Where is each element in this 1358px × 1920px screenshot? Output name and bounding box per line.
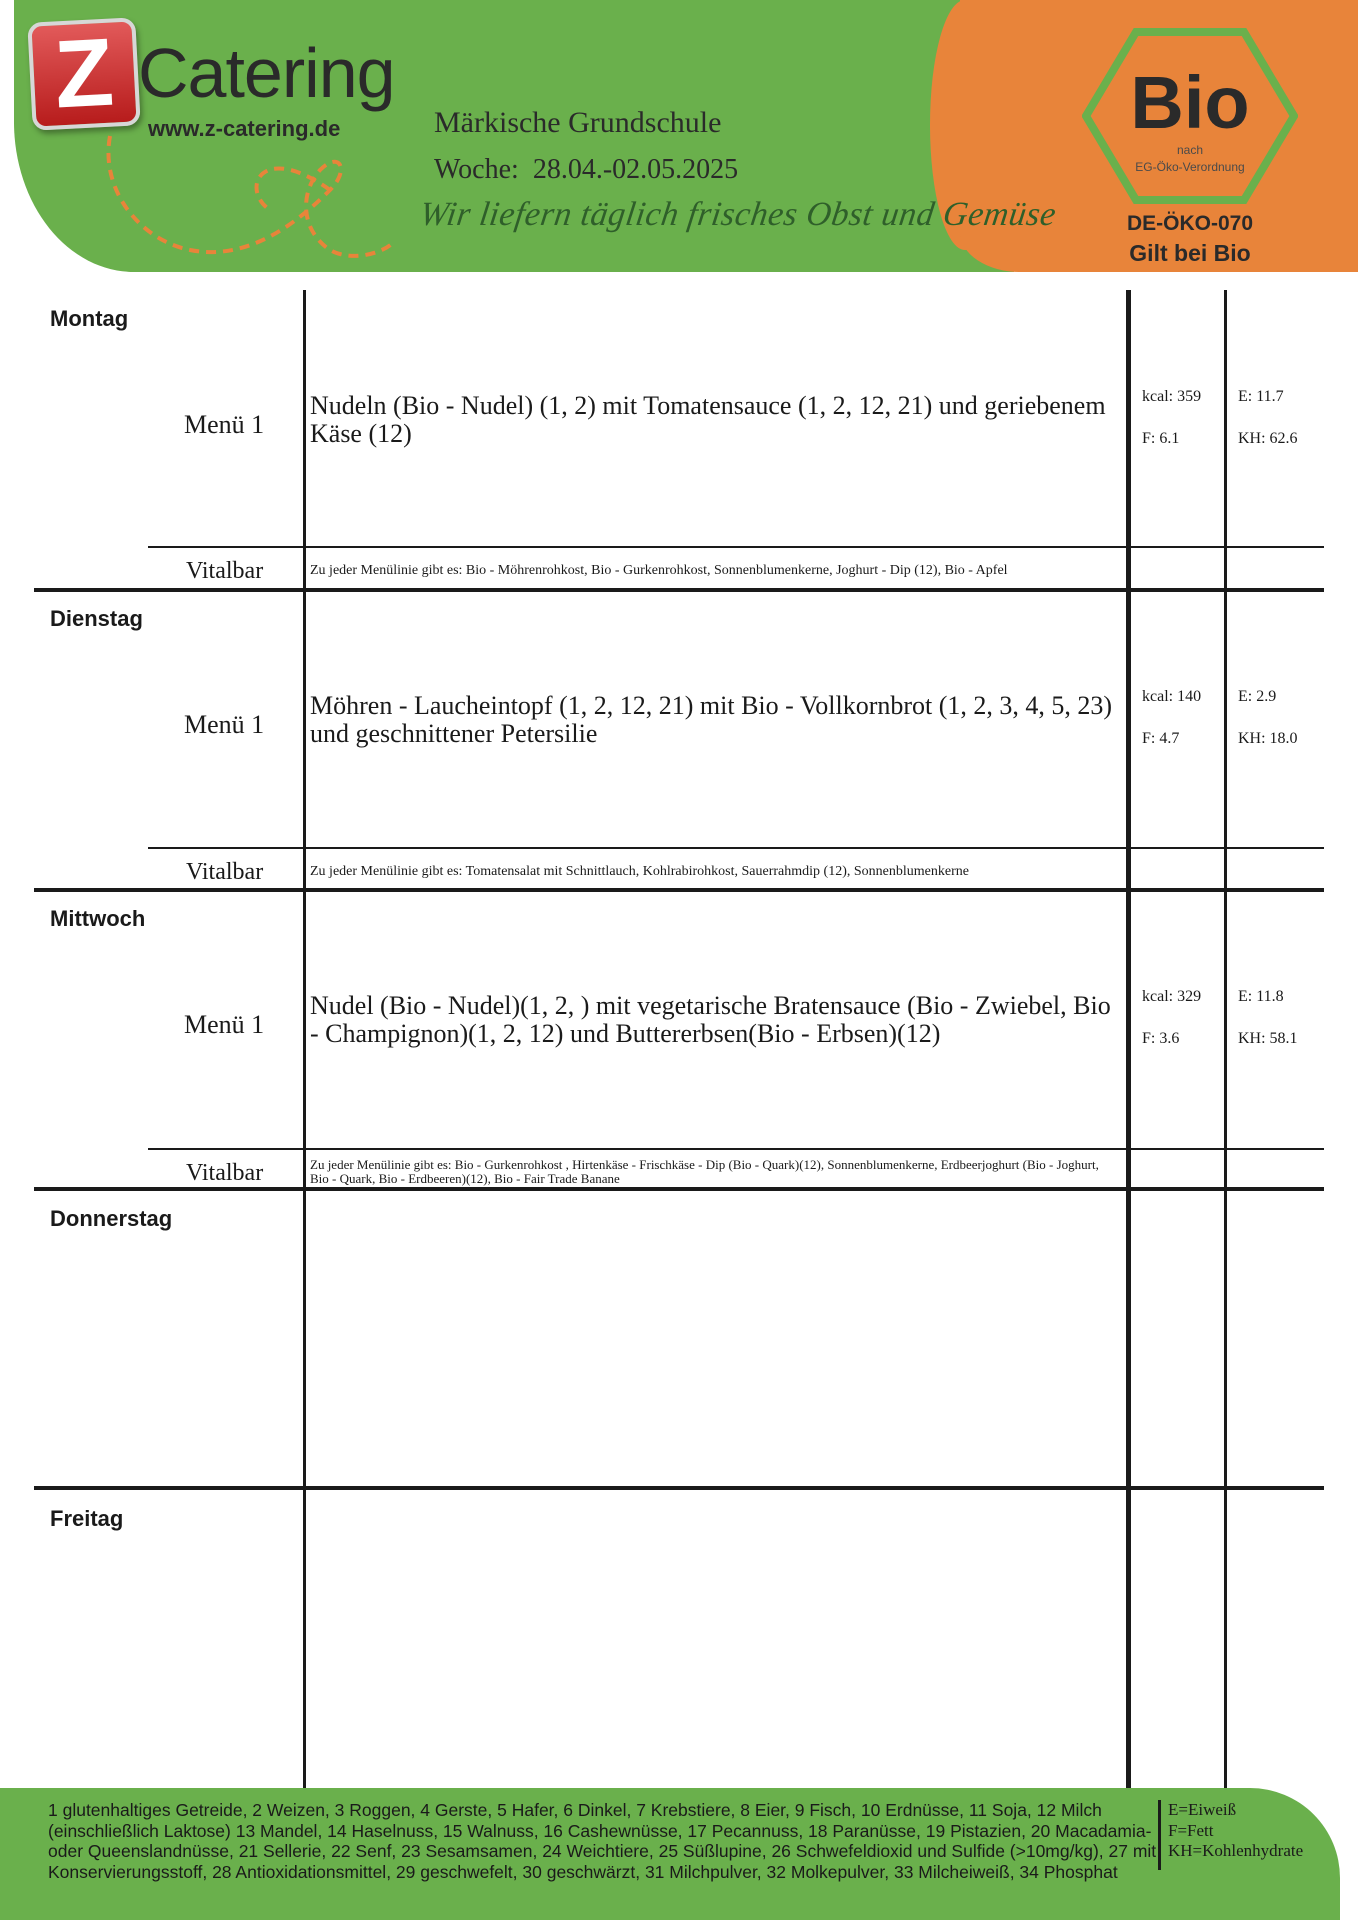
dish-description: Nudeln (Bio - Nudel) (1, 2) mit Tomatensauce (1, 2, 12, 21) und geriebenem Käse (12) [310, 391, 1106, 448]
day-separator [34, 888, 1324, 892]
bio-seal-text: Bio [1130, 61, 1250, 144]
allergen-legend: 1 glutenhaltiges Getreide, 2 Weizen, 3 Roggen, 4 Gerste, 5 Hafer, 6 Dinkel, 7 Krebstiere, 8 Eier, 9 Fisch, 10 Erdnüsse, 11 Soja, 12 Milch (einschließlich Laktose) 13 Mandel, 14 Haselnuss, 15 Walnuss, 16 Cashewnüsse, 17 Pecannuss, 18 Paranüsse, 19 Pistazien, 20 Macadamia- oder Queenslandnüsse, 21 Sellerie, 22 Senf, 23 Sesamsamen, 24 Weichtiere, 25 Süßlupine, 26 Schwefeldioxid und Sulfide (>10mg/kg), 27 mit Konservierungsstoff, 28 Antioxidationsmittel, 29 geschwefelt, 30 geschwärzt, 31 Milchpulver, 32 Molkepulver, 33 Milcheiweiß, 34 Phosphat [48, 1800, 1157, 1882]
grid-col-divider-nutrition-2 [1224, 290, 1227, 1788]
svg-text:EG-Öko-Verordnung: EG-Öko-Verordnung [1135, 160, 1245, 174]
dish-description: Nudel (Bio - Nudel)(1, 2, ) mit vegetarische Bratensauce (Bio - Zwiebel, Bio - Champignon)(1, 2, 12) und Buttererbsen(Bio - Erbsen)(12) [310, 991, 1111, 1048]
legend-carbs: KH=Kohlenhydrate [1168, 1841, 1304, 1861]
nutrition-carbs: KH: 18.0 [1238, 730, 1298, 747]
bio-note: Gilt bei Bio [1129, 240, 1251, 266]
nutrition-protein: E: 11.8 [1238, 988, 1284, 1005]
z-logo-badge [27, 17, 141, 131]
day-separator [34, 1187, 1324, 1191]
vitalbar-separator [148, 847, 1324, 849]
week-range [434, 154, 738, 186]
nutrition-abbreviation-legend [1168, 1800, 1303, 1862]
week-dates: 28.04.-02.05.2025 [532, 154, 739, 185]
day-label-montag: Montag [50, 306, 129, 331]
menu-label: Menü 1 [184, 410, 265, 439]
legend-divider [1158, 1800, 1161, 1870]
vitalbar-text: Zu jeder Menülinie gibt es: Bio - Möhrenrohkost, Bio - Gurkenrohkost, Sonnenblumenkerne, Joghurt - Dip (12), Bio - Apfel [310, 563, 1008, 578]
week-label: Woche: [434, 154, 519, 185]
logo-letter: Z [51, 18, 117, 129]
svg-text:nach: nach [1176, 143, 1204, 157]
day-label-donnerstag: Donnerstag [50, 1206, 173, 1231]
day-label-freitag: Freitag [50, 1506, 124, 1531]
grid-col-divider-nutrition [1126, 290, 1131, 1788]
vitalbar-text: Zu jeder Menülinie gibt es: Bio - Gurkenrohkost , Hirtenkäse - Frischkäse - Dip (Bio - Quark)(12), Sonnenblumenkerne, Erdbeerjoghurt (Bio - Joghurt, Bio - Quark, Bio - Erdbeeren)(12), Bio - Fair Trade Banane [310, 1157, 1099, 1186]
nutrition-fat: F: 4.7 [1142, 730, 1180, 747]
vitalbar-label: Vitalbar [186, 558, 264, 584]
nutrition-fat: F: 6.1 [1142, 430, 1180, 447]
decorative-swoosh-icon [100, 130, 400, 270]
slogan: Wir liefern täglich frisches Obst und Gemüse [417, 196, 1059, 233]
vitalbar-text: Zu jeder Menülinie gibt es: Tomatensalat mit Schnittlauch, Kohlrabirohkost, Sauerrahmdip (12), Sonnenblumenkerne [310, 864, 969, 879]
nutrition-protein: E: 2.9 [1238, 688, 1277, 705]
vitalbar-separator [148, 1148, 1324, 1150]
bio-seal-icon [1082, 26, 1298, 206]
vitalbar-separator [148, 546, 1324, 548]
dish-description: Möhren - Laucheintopf (1, 2, 12, 21) mit Bio - Vollkornbrot (1, 2, 3, 4, 5, 23) und geschnittener Petersilie [310, 691, 1113, 748]
day-label-mittwoch: Mittwoch [50, 906, 146, 931]
nutrition-fat: F: 3.6 [1142, 1030, 1180, 1047]
menu-label: Menü 1 [184, 710, 265, 739]
nutrition-kcal: kcal: 359 [1142, 388, 1202, 405]
day-separator [34, 1486, 1324, 1490]
logo-brand-name: Catering [138, 34, 395, 112]
grid-col-divider-label [303, 290, 306, 1788]
day-label-dienstag: Dienstag [50, 606, 143, 631]
nutrition-kcal: kcal: 140 [1142, 688, 1202, 705]
school-name: Märkische Grundschule [434, 106, 722, 139]
logo-website: www.z-catering.de [148, 116, 341, 141]
day-separator [34, 588, 1324, 592]
bio-control-code: DE-ÖKO-070 [1126, 212, 1254, 235]
nutrition-protein: E: 11.7 [1238, 388, 1284, 405]
vitalbar-label: Vitalbar [186, 859, 264, 885]
legend-protein: E=Eiweiß [1168, 1800, 1237, 1819]
nutrition-kcal: kcal: 329 [1142, 988, 1202, 1005]
legend-fat: F=Fett [1168, 1820, 1214, 1840]
menu-label: Menü 1 [184, 1010, 265, 1039]
nutrition-carbs: KH: 62.6 [1238, 430, 1298, 447]
nutrition-carbs: KH: 58.1 [1238, 1030, 1298, 1047]
vitalbar-label: Vitalbar [186, 1160, 264, 1186]
